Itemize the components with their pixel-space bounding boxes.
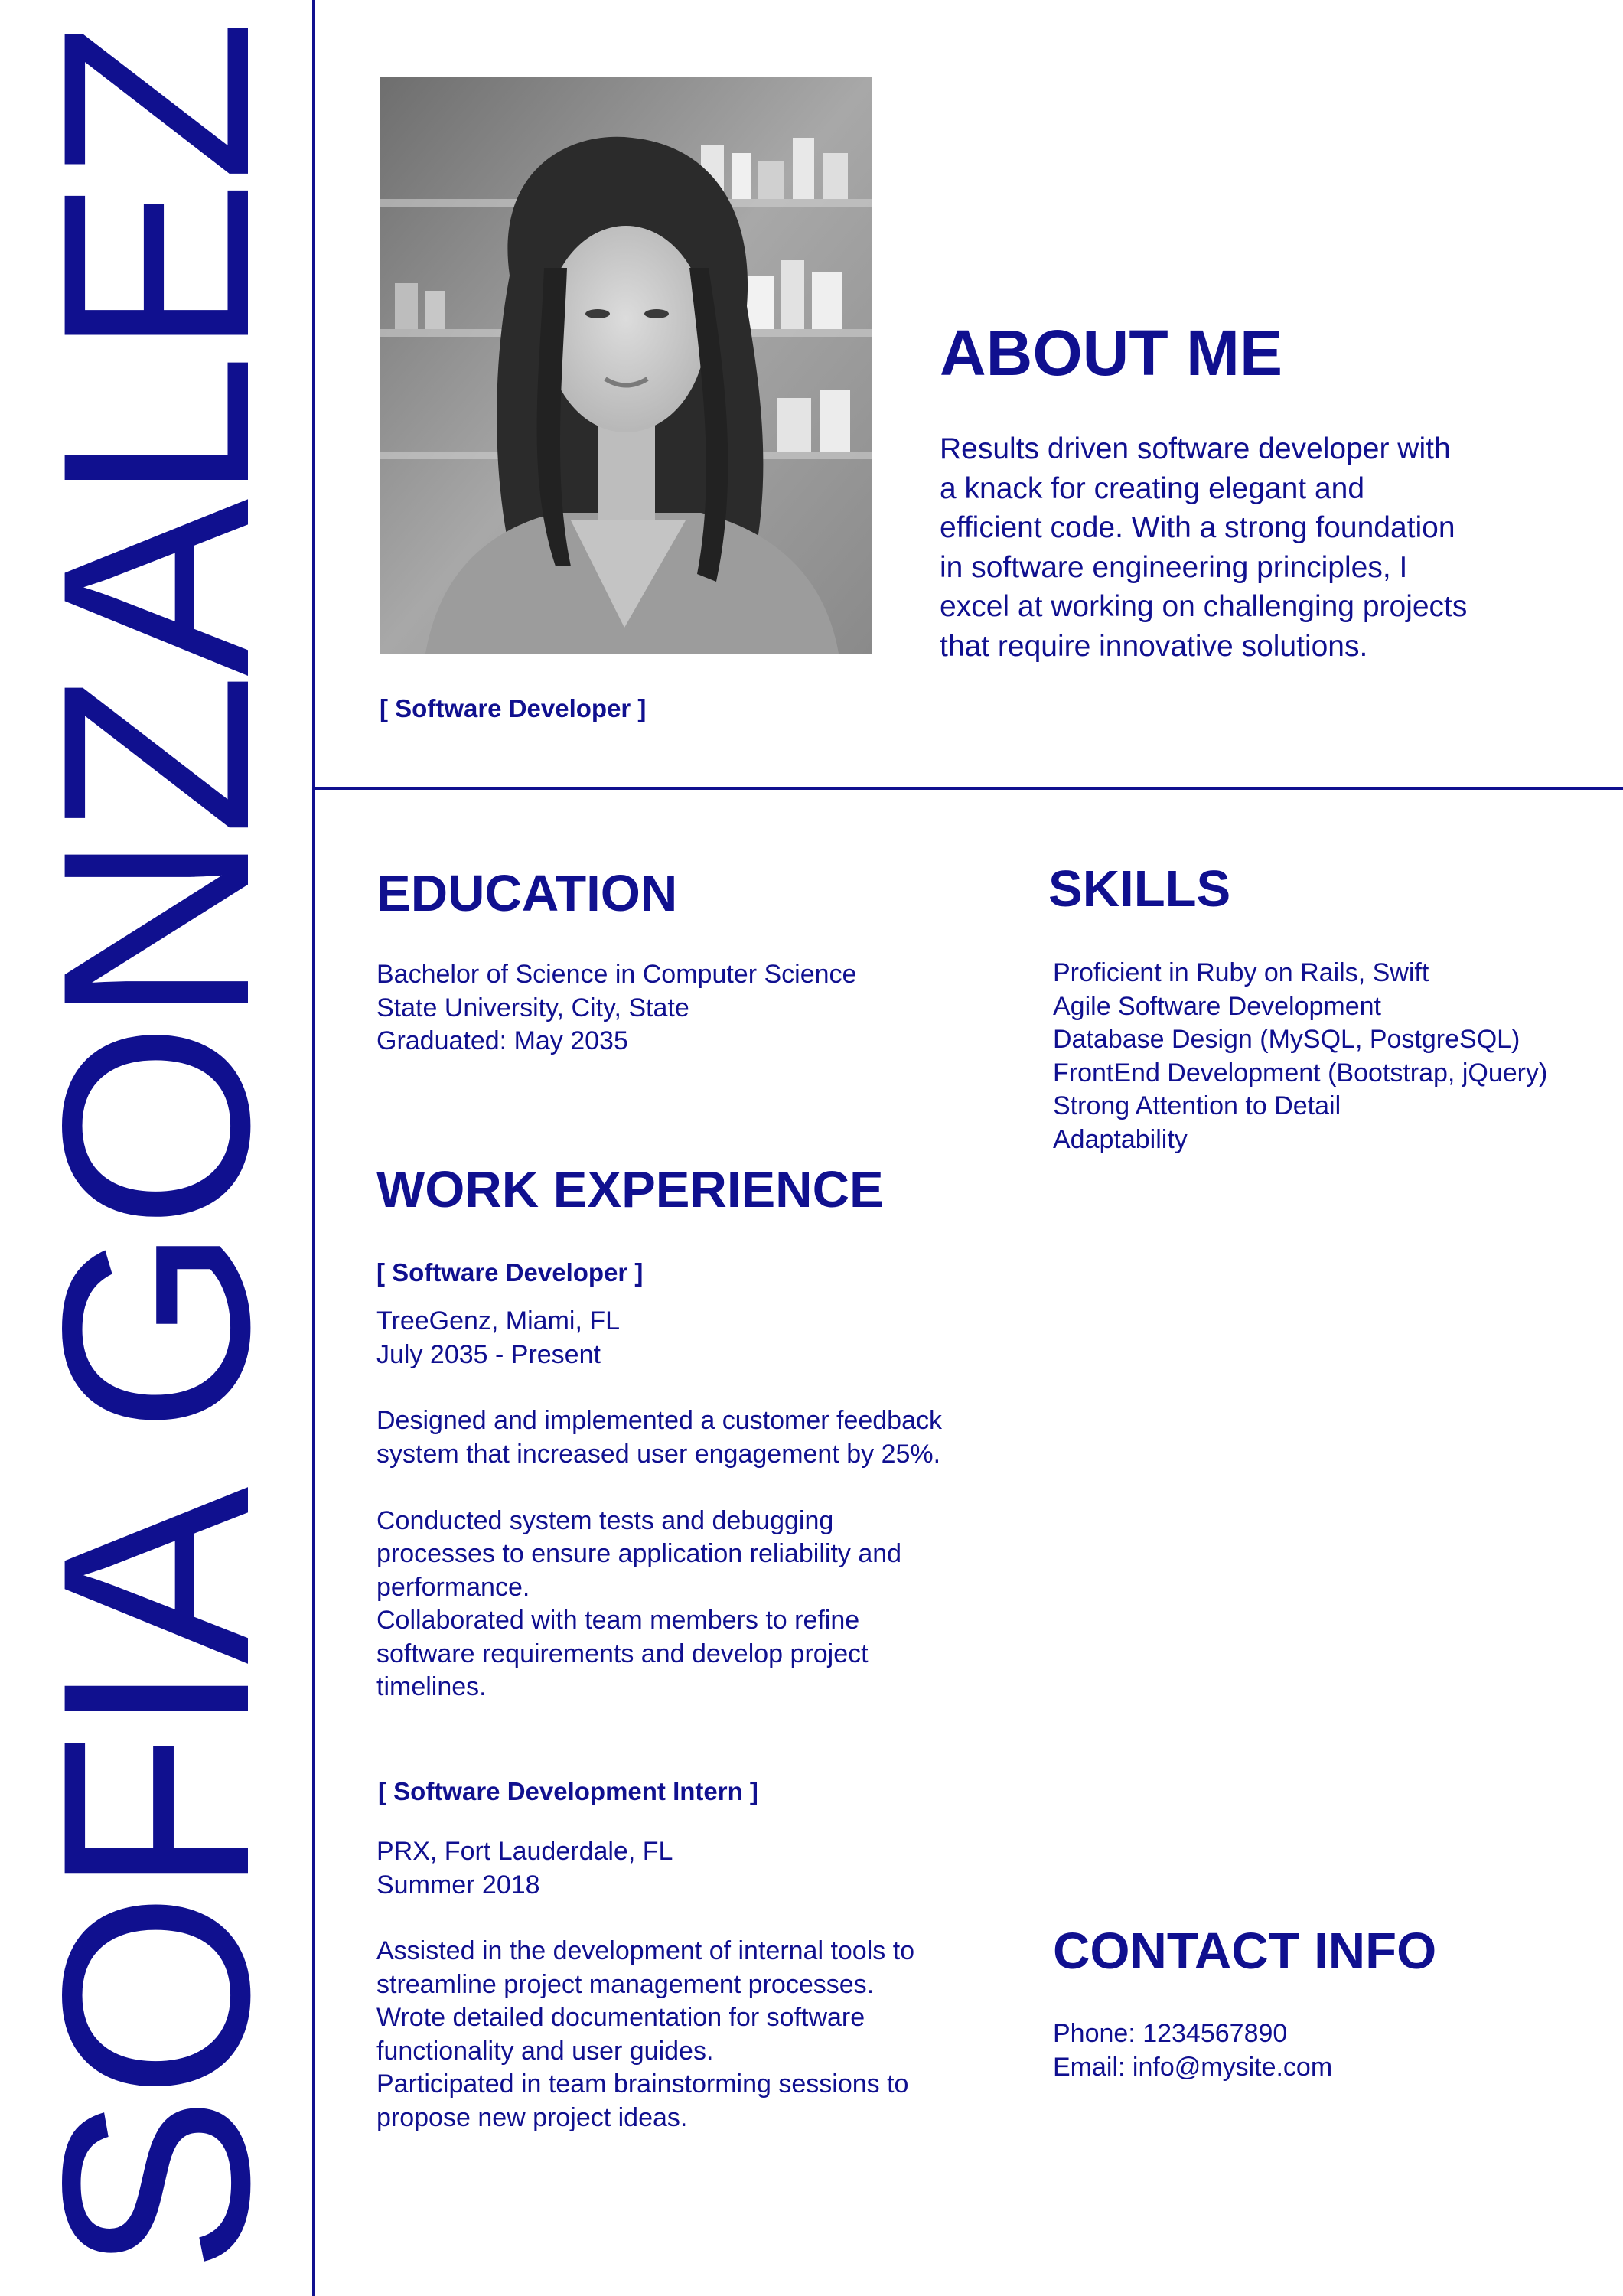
job-role: [ Software Development Intern ] xyxy=(378,1777,758,1805)
horizontal-divider xyxy=(312,787,1623,790)
job-desc-line: streamline project management processes. xyxy=(376,1969,875,1999)
contact-phone: Phone: 1234567890 xyxy=(1053,2019,1288,2048)
contact-details xyxy=(1053,2017,1332,2084)
about-line: in software engineering principles, I xyxy=(940,550,1408,584)
portrait-photo-icon xyxy=(380,77,872,654)
skills-title: SKILLS xyxy=(1048,860,1231,918)
skill-item: Proficient in Ruby on Rails, Swift xyxy=(1053,958,1429,987)
job-company: PRX, Fort Lauderdale, FL xyxy=(376,1837,673,1866)
education-line: Graduated: May 2035 xyxy=(376,1026,628,1055)
about-title: ABOUT ME xyxy=(940,317,1282,389)
job-company: TreeGenz, Miami, FL xyxy=(376,1306,621,1336)
skill-item: Adaptability xyxy=(1053,1124,1188,1154)
skill-item: FrontEnd Development (Bootstrap, jQuery) xyxy=(1053,1058,1548,1088)
vertical-divider xyxy=(312,0,315,2296)
job-role: [ Software Developer ] xyxy=(376,1258,644,1287)
portrait-photo xyxy=(380,77,872,654)
about-line: efficient code. With a strong foundation xyxy=(940,511,1455,544)
job-desc-line: software requirements and develop project xyxy=(376,1639,869,1668)
skill-item: Strong Attention to Detail xyxy=(1053,1091,1341,1120)
skills-list xyxy=(1053,957,1547,1156)
job-description xyxy=(376,1935,914,2135)
job-meta xyxy=(376,1305,620,1371)
education-title: EDUCATION xyxy=(376,865,678,922)
education-text xyxy=(376,958,856,1058)
contact-title: CONTACT INFO xyxy=(1053,1923,1437,1980)
job-meta xyxy=(376,1835,673,1902)
person-name: SOFIA GONZALEZ xyxy=(7,22,305,2274)
job-dates: Summer 2018 xyxy=(376,1870,540,1900)
about-line: that require innovative solutions. xyxy=(940,629,1368,663)
education-line: State University, City, State xyxy=(376,993,689,1022)
job-desc-line: Collaborated with team members to refine xyxy=(376,1606,860,1635)
skill-item: Agile Software Development xyxy=(1053,991,1382,1021)
job-description xyxy=(376,1404,942,1704)
education-line: Bachelor of Science in Computer Science xyxy=(376,960,857,989)
about-line: excel at working on challenging projects xyxy=(940,590,1468,623)
job-desc-line: Assisted in the development of internal tools to xyxy=(376,1936,915,1965)
job-desc-line: processes to ensure application reliability and xyxy=(376,1539,902,1568)
work-title: WORK EXPERIENCE xyxy=(376,1161,884,1218)
job-desc-line: Participated in team brainstorming sessions to xyxy=(376,2069,909,2099)
job-desc-line: Designed and implemented a customer feedback xyxy=(376,1406,942,1435)
job-desc-line: propose new project ideas. xyxy=(376,2102,688,2132)
name-column xyxy=(0,0,312,2296)
job-desc-line: Wrote detailed documentation for software xyxy=(376,2003,865,2032)
job-desc-line xyxy=(376,1471,942,1505)
job-desc-line: system that increased user engagement by 25%. xyxy=(376,1439,941,1469)
job-desc-line: functionality and user guides. xyxy=(376,2036,714,2066)
about-text xyxy=(940,429,1467,666)
contact-email: Email: info@mysite.com xyxy=(1053,2052,1333,2082)
skill-item: Database Design (MySQL, PostgreSQL) xyxy=(1053,1025,1520,1054)
job-dates: July 2035 - Present xyxy=(376,1339,601,1369)
about-line: Results driven software developer with xyxy=(940,432,1451,465)
job-desc-line: performance. xyxy=(376,1572,530,1602)
job-desc-line: Conducted system tests and debugging xyxy=(376,1505,834,1535)
about-line: a knack for creating elegant and xyxy=(940,471,1365,505)
job-desc-line: timelines. xyxy=(376,1672,487,1701)
tagline: [ Software Developer ] xyxy=(380,694,647,722)
